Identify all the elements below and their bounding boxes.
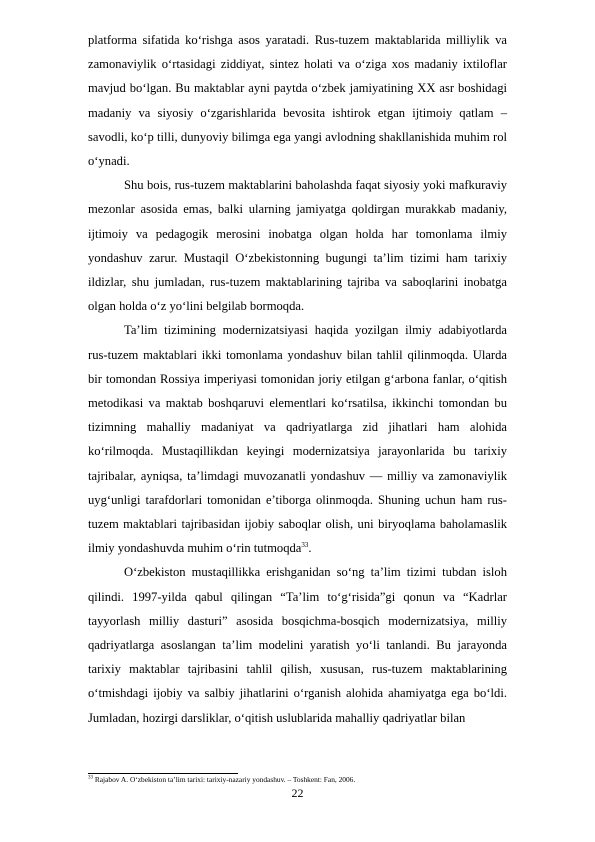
footnote-marker: 33 bbox=[88, 775, 93, 781]
footnote-separator bbox=[88, 773, 238, 774]
body-text bbox=[88, 28, 507, 730]
paragraph-3: Ta’lim tizimining modernizatsiyasi haqida yozilgan ilmiy adabiyotlarda rus-tuzem maktablari ikki tomonlama yondashuv bilan tahlil qilinmoqda. Ularda bir tomondan Rossiya imperiyasi tomonidan joriy etilgan g‘arbona fanlar, o‘qitish metodikasi va maktab boshqaruvi elementlari ko‘rsatilsa, ikkinchi tomondan bu tizimning mahalliy madaniyat va qadriyatlarga zid jihatlari ham alohida ko‘rilmoqda. Mustaqillikdan keyingi modernizatsiya jarayonlarida bu tarixiy tajribalar, ayniqsa, ta’limdagi muvozanatli yondashuv — milliy va zamonaviylik uyg‘unligi tarafdorlari tomonidan e’tiborga olinmoqda. Shuning uchun ham rus-tuzem maktablari tajribasidan ijobiy saboqlar olish, uni biryoqlama baholamaslik ilmiy yondashuvda muhim o‘rin tutmoqda$^{33}$. bbox=[88, 323, 507, 556]
footnote-reference[interactable]: 33 bbox=[301, 541, 309, 550]
paragraph-4-text: O‘zbekiston mustaqillikka erishganidan so‘ng ta’lim tizimi tubdan isloh qilindi. 1997-yilda qabul qilingan “Ta’lim to‘g‘risida”gi qonun va “Kadrlar tayyorlash milliy dasturi” asosida bosqichma-bosqich modernizatsiya, milliy qadriyatlarga asoslangan ta’lim modelini yaratish yo‘li tanlandi. Bu jarayonda tarixiy maktablar tajribasini tahlil qilish, xususan, rus-tuzem maktablarining o‘tmishdagi ijobiy va salbiy jihatlarini o‘rganish alohida ahamiyatga ega bo‘ldi. Jumladan, hozirgi darsliklar, o‘qitish uslublarida mahalliy qadriyatlar bilan bbox=[88, 565, 507, 725]
footnote-text: Rajabov A. O‘zbekiston ta’lim tarixi: tarixiy-nazariy yondashuv. – Toshkent: Fan, 2006. bbox=[93, 775, 356, 784]
page-number: 22 bbox=[291, 786, 304, 800]
paragraph-1 bbox=[88, 28, 507, 173]
paragraph-1-text: platforma sifatida ko‘rishga asos yaratadi. Rus-tuzem maktablarida milliylik va zamonaviylik o‘rtasidagi ziddiyat, sintez holati va o‘ziga xos madaniy ixtiloflar mavjud bo‘lgan. Bu maktablar ayni paytda o‘zbek jamiyatining XX asr boshidagi madaniy va siyosiy o‘zgarishlarida bevosita ishtirok etgan ijtimoiy qatlam – savodli, ko‘p tilli, dunyoviy bilimga ega yangi avlodning shakllanishida muhim rol o‘ynadi. bbox=[88, 33, 507, 169]
paragraph-3-text: Ta’lim tizimining modernizatsiyasi haqida yozilgan ilmiy adabiyotlarda rus-tuzem maktablari ikki tomonlama yondashuv bilan tahlil qilinmoqda. Ularda bir tomondan Rossiya imperiyasi tomonidan joriy etilgan g‘arbona fanlar, o‘qitish metodikasi va maktab boshqaruvi elementlari ko‘rsatilsa, ikkinchi tomondan bu tizimning mahalliy madaniyat va qadriyatlarga zid jihatlari ham alohida ko‘rilmoqda. Mustaqillikdan keyingi modernizatsiya jarayonlarida bu tarixiy tajribalar, ayniqsa, ta’limdagi muvozanatli yondashuv — milliy va zamonaviylik uyg‘unligi tarafdorlari tomonidan e’tiborga olinmoqda. Shuning uchun ham rus-tuzem maktablari tajribasidan ijobiy saboqlar olish, uni biryoqlama baholamaslik ilmiy yondashuvda muhim o‘rin tutmoqda bbox=[88, 323, 507, 556]
paragraph-2 bbox=[88, 173, 507, 318]
paragraph-2-text: Shu bois, rus-tuzem maktablarini baholashda faqat siyosiy yoki mafkuraviy mezonlar asosida emas, balki ularning jamiyatga qoldirgan murakkab madaniy, ijtimoiy va pedagogik merosini inobatga olgan holda har tomonlama ilmiy yondashuv zarur. Mustaqil O‘zbekistonning bugungi ta’lim tizimi ham tarixiy ildizlar, shu jumladan, rus-tuzem maktablarining tajriba va saboqlarini inobatga olgan holda o‘z yo‘lini belgilab bormoqda. bbox=[88, 178, 507, 314]
footnote bbox=[88, 775, 507, 785]
paragraph-4 bbox=[88, 560, 507, 729]
